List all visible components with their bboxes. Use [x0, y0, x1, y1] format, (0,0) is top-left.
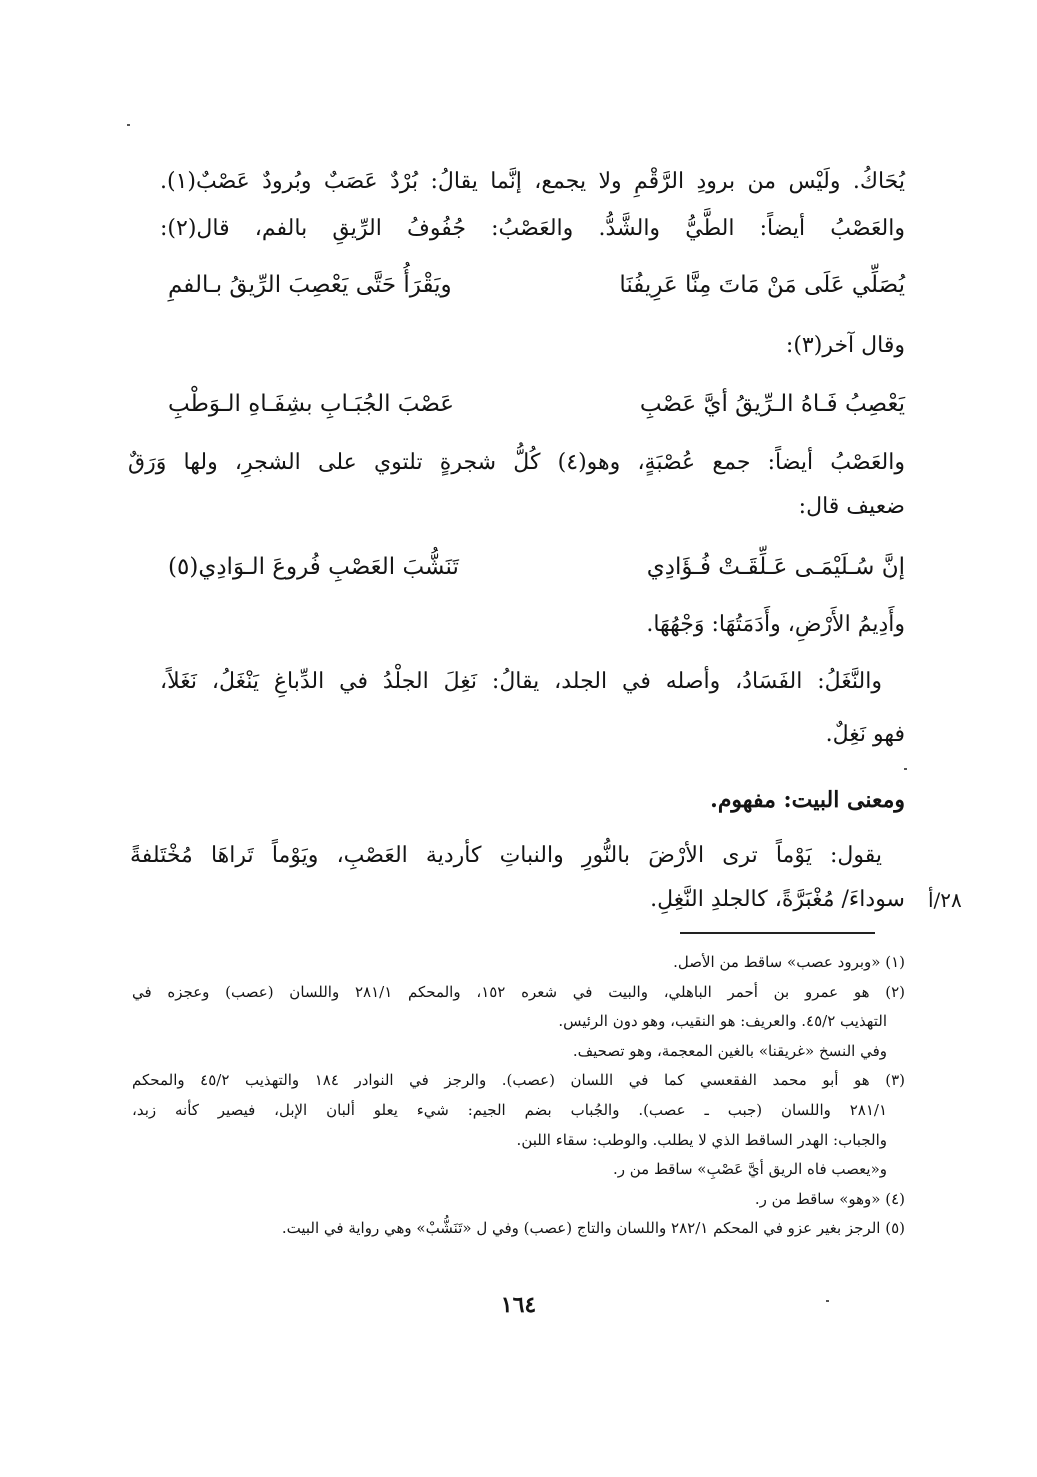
- scan-speck: [127, 124, 130, 126]
- footnote-line: (٤) «وهو» ساقط من ر.: [754, 1190, 905, 1208]
- footnote-line: (٢) هو عمرو بن أحمر الباهلي، والبيت في شعره ١٥٢، والمحكم ٢٨١/١ واللسان (عصب) وعجزه في: [132, 983, 906, 1001]
- verse-1-first-hemistich: يُصَلِّي عَلَى مَنْ مَاتَ مِنَّا عَرِيفُنَا: [619, 272, 905, 298]
- scan-speck: [904, 768, 907, 770]
- body-line-1: يُحَاكُ. ولَيْس من برودِ الرَّقْمِ ولا يجمع، إنَّما يقالُ: بُرْدٌ عَصَبٌ وبُرودٌ عَصْبٌ(١).: [160, 169, 905, 194]
- footnote-line: (٥) الرجز بغير عزو في المحكم ٢٨٢/١ واللسان والتاج (عصب) وفي ل «تَنَشُّبْ» وهي رواية في البيت.: [281, 1219, 905, 1237]
- footnote-line: ٢٨١/١ واللسان (جبب ـ عصب). والجُباب بضم الجيم: شيء يعلو ألبان الإبل، فيصير كأنه زبد،: [132, 1101, 887, 1119]
- footnote-separator: [680, 932, 875, 934]
- body-line-2: والعَصْبُ أيضاً: الطَّيُّ والشَّدُّ. والعَصْبُ: جُفُوفُ الرِّيقِ بالفم، قال(٢):: [160, 216, 905, 241]
- footnote-line: (٣) هو أبو محمد الفقعسي كما في اللسان (عصب). والرجز في النوادر ١٨٤ والتهذيب ٤٥/٢ والمحكم: [132, 1071, 905, 1089]
- verse-1-second-hemistich: ويَقْرَأُ حَتَّى يَعْصِبَ الرِّيقُ بـالفمِ: [168, 272, 452, 298]
- verse-3-first-hemistich: إنَّ سُـلَيْمَـى عَـلِّقَـتْ فُـؤَادِي: [646, 554, 905, 580]
- para3-line-2: فهو نَغِلٌ.: [825, 722, 905, 747]
- page-number: ١٦٤: [500, 1292, 537, 1318]
- margin-folio-reference: ٢٨/أ: [928, 888, 962, 912]
- footnote-line: (١) «وبرود عصب» ساقط من الأصل.: [673, 953, 905, 971]
- para3-line-1: والنَّغَلُ: الفَسَادُ، وأصله في الجلد، يقالُ: نَغِلَ الجلْدُ في الدِّباغِ يَنْغَلُ، نَغَلاً،: [160, 669, 882, 694]
- para4-line-1: يقول: يَوْماً ترى الأرْضَ بالنُّورِ والنباتِ كأردية العَصْبِ، ويَوْماً تَراهَا مُخْتَلفةً: [130, 843, 882, 868]
- said-other-line: وقال آخر(٣):: [785, 333, 905, 358]
- verse-3-second-hemistich: تَنَشُّبَ العَصْبِ فُروعَ الـوَادِي(٥): [168, 554, 459, 580]
- footnote-line: و«يعصب فاه الريق أيَّ عَصْبِ» ساقط من ر.: [612, 1160, 887, 1178]
- meaning-heading: ومعنى البيت: مفهوم.: [710, 787, 905, 813]
- para2-line-1: والعَصْبُ أيضاً: جمع عُصْبَةٍ، وهو(٤) كُلُّ شجرةٍ تلتوي على الشجرِ، ولها وَرَقٌ: [128, 450, 906, 475]
- para4-line-2: سوداءَ/ مُغْبَرَّةً، كالجلدِ النَّغِلِ.: [650, 887, 905, 912]
- verse-2-second-hemistich: عَصْبَ الجُبَـابِ بشِفَـاهِ الـوَطْبِ: [168, 391, 455, 417]
- adim-line: وأَدِيمُ الأَرْضِ، وأَدَمَتُهَا: وَجْهُهَا.: [646, 612, 905, 637]
- verse-2-first-hemistich: يَعْصِبُ فَـاهُ الـرِّيقُ أيَّ عَصْبِ: [639, 391, 905, 417]
- scan-speck: [826, 1300, 829, 1302]
- para2-line-2: ضعيف قال:: [798, 494, 905, 519]
- footnote-line: والجباب: الهدر الساقط الذي لا يطلب. والوطب: سقاء اللبن.: [516, 1131, 887, 1149]
- footnote-line: وفي النسخ «غريقنا» بالغين المعجمة، وهو تصحيف.: [572, 1042, 887, 1060]
- footnote-line: التهذيب ٤٥/٢. والعريف: هو النقيب، وهو دون الرئيس.: [558, 1012, 887, 1030]
